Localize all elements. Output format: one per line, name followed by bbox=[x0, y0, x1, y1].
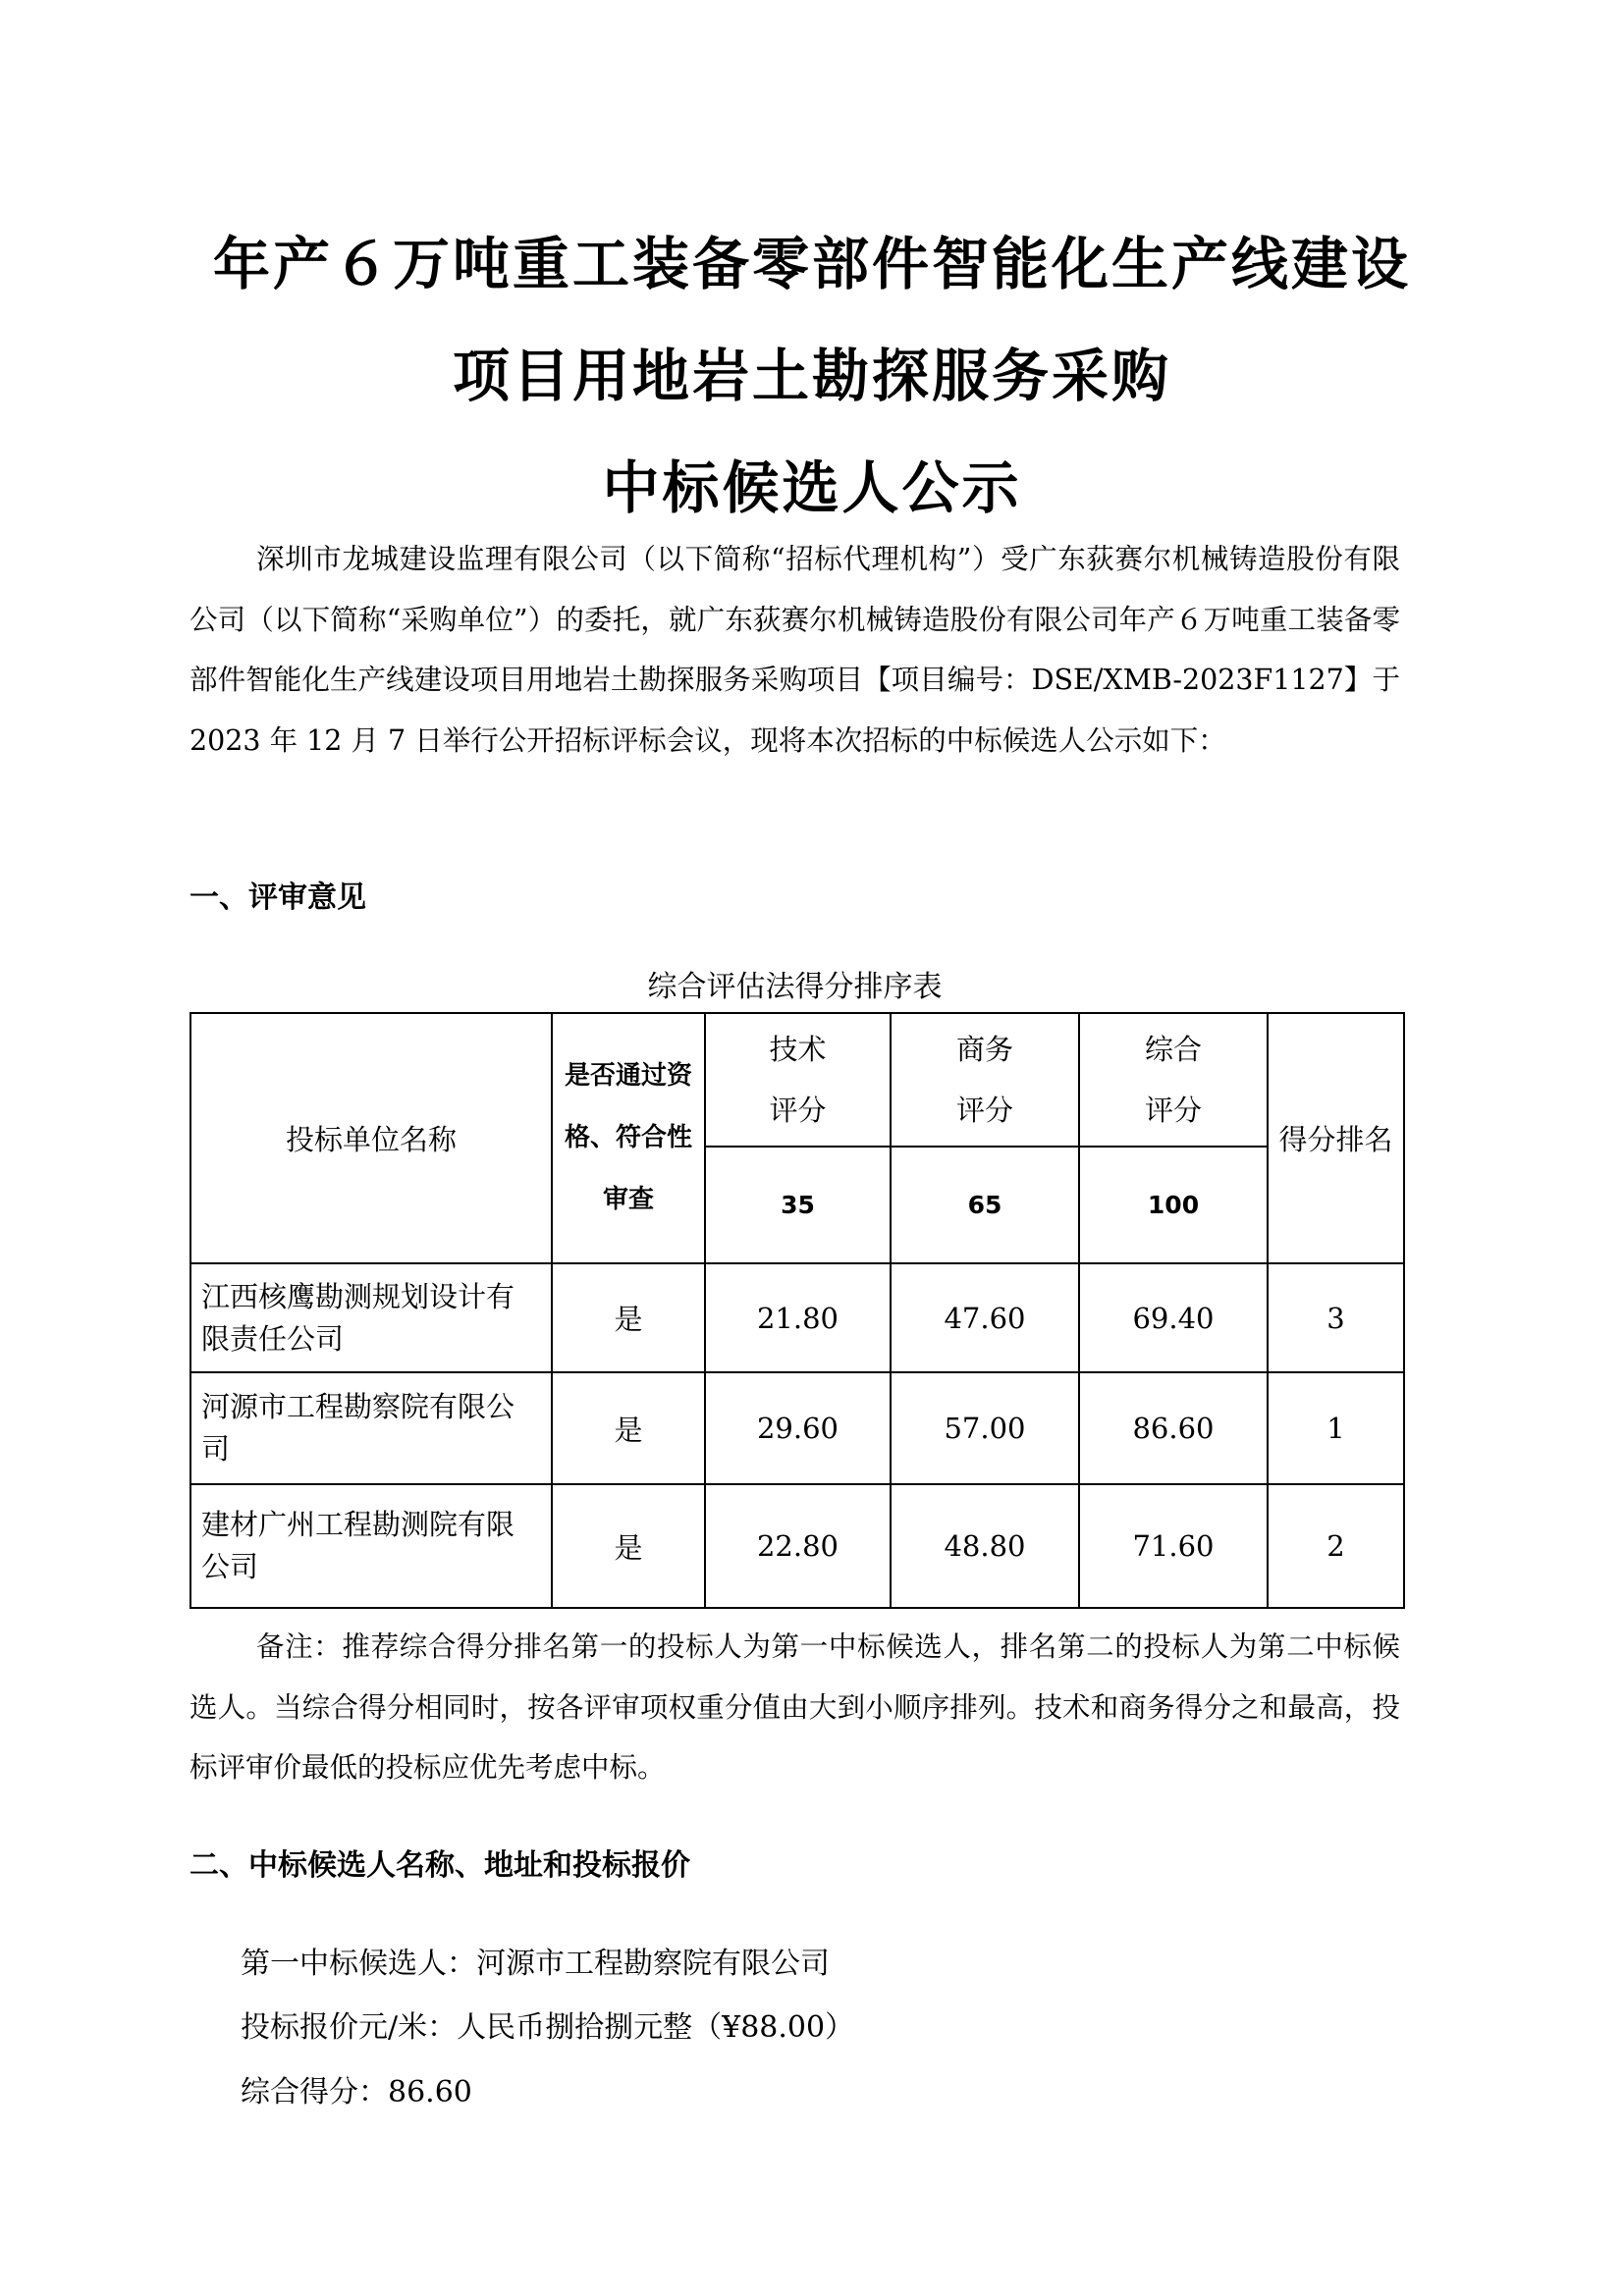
table-header-row bbox=[190, 1013, 1404, 1147]
bidder-name-line-2: 限责任公司 bbox=[201, 1321, 345, 1356]
first-candidate-line: 第一中标候选人：河源市工程勘察院有限公司 bbox=[241, 1947, 830, 1981]
table-caption: 综合评估法得分排序表 bbox=[647, 970, 943, 1004]
rank-cell: 1 bbox=[1268, 1372, 1404, 1484]
tech-score-cell: 21.80 bbox=[705, 1263, 891, 1372]
bidder-name bbox=[190, 1263, 552, 1372]
header-tech-score bbox=[705, 1013, 891, 1147]
section-heading-candidates: 二、中标候选人名称、地址和投标报价 bbox=[189, 1848, 690, 1883]
rank-cell: 2 bbox=[1268, 1484, 1404, 1608]
remark-paragraph: 备注：推荐综合得分排名第一的投标人为第一中标候选人，排名第二的投标人为第二中标候选人。当综合得分相同时，按各评审项权重分值由大到小顺序排列。技术和商务得分之和最高，投标评审价最低的投标应优先考虑中标。 bbox=[189, 1630, 1400, 1784]
bid-price-line: 投标报价元/米：人民币捌拾捌元整（¥88.00） bbox=[241, 2010, 855, 2045]
header-business-score bbox=[891, 1013, 1079, 1147]
header-bidder: 投标单位名称 bbox=[190, 1013, 552, 1263]
tech-score-cell: 29.60 bbox=[705, 1372, 891, 1484]
total-score-cell: 71.60 bbox=[1079, 1484, 1268, 1608]
qualified-cell: 是 bbox=[552, 1372, 705, 1484]
qualified-cell: 是 bbox=[552, 1263, 705, 1372]
header-tech-line-1: 技术 bbox=[769, 1033, 827, 1066]
business-score-cell: 57.00 bbox=[891, 1372, 1079, 1484]
total-score-cell: 69.40 bbox=[1079, 1263, 1268, 1372]
section-heading-review-opinion: 一、评审意见 bbox=[189, 881, 366, 915]
total-score-line: 综合得分：86.60 bbox=[241, 2075, 472, 2109]
header-qualified bbox=[552, 1013, 705, 1263]
header-business-line-1: 商务 bbox=[955, 1033, 1013, 1066]
header-rank: 得分排名 bbox=[1268, 1013, 1404, 1263]
score-ranking-table bbox=[189, 1012, 1405, 1609]
bidder-name-line-2: 司 bbox=[201, 1432, 231, 1466]
table-row bbox=[190, 1484, 1404, 1608]
header-total-line-1: 综合 bbox=[1144, 1033, 1202, 1066]
bidder-name-line-1: 建材广州工程勘测院有限 bbox=[201, 1508, 515, 1541]
document-title-line-3: 中标候选人公示 bbox=[602, 454, 1022, 521]
bidder-name-line-1: 河源市工程勘察院有限公 bbox=[201, 1390, 515, 1423]
intro-paragraph: 深圳市龙城建设监理有限公司（以下简称“招标代理机构”）受广东荻赛尔机械铸造股份有限公司（以下简称“采购单位”）的委托，就广东荻赛尔机械铸造股份有限公司年产６万吨重工装备零部件智能化生产线建设项目用地岩土勘探服务采购项目【项目编号：DSE/XMB-2023F1127】于 2023 年 12 月 7 日举行公开招标评标会议，现将本次招标的中标候选人公示如下： bbox=[189, 543, 1400, 757]
header-total-score bbox=[1079, 1013, 1268, 1147]
total-score-cell: 86.60 bbox=[1079, 1372, 1268, 1484]
table-row bbox=[190, 1372, 1404, 1484]
bidder-name bbox=[190, 1372, 552, 1484]
business-max-score: 65 bbox=[891, 1147, 1079, 1263]
rank-cell: 3 bbox=[1268, 1263, 1404, 1372]
bidder-name-line-2: 公司 bbox=[201, 1550, 259, 1583]
document-title-line-1: 年产６万吨重工装备零部件智能化生产线建设 bbox=[212, 231, 1411, 297]
tech-max-score: 35 bbox=[705, 1147, 891, 1263]
header-total-line-2: 评分 bbox=[1144, 1094, 1202, 1127]
header-tech-line-2: 评分 bbox=[769, 1094, 827, 1127]
total-max-score: 100 bbox=[1079, 1147, 1268, 1263]
header-qualified-line-2: 格、符合性 bbox=[564, 1123, 692, 1152]
document-title-line-2: 项目用地岩土勘探服务采购 bbox=[452, 343, 1171, 409]
tech-score-cell: 22.80 bbox=[705, 1484, 891, 1608]
qualified-cell: 是 bbox=[552, 1484, 705, 1608]
business-score-cell: 48.80 bbox=[891, 1484, 1079, 1608]
table-row bbox=[190, 1263, 1404, 1372]
header-business-line-2: 评分 bbox=[955, 1094, 1013, 1127]
bidder-name-line-1: 江西核鹰勘测规划设计有 bbox=[201, 1279, 515, 1313]
business-score-cell: 47.60 bbox=[891, 1263, 1079, 1372]
header-qualified-line-1: 是否通过资 bbox=[564, 1061, 692, 1091]
header-qualified-line-3: 审查 bbox=[602, 1185, 654, 1214]
bidder-name bbox=[190, 1484, 552, 1608]
